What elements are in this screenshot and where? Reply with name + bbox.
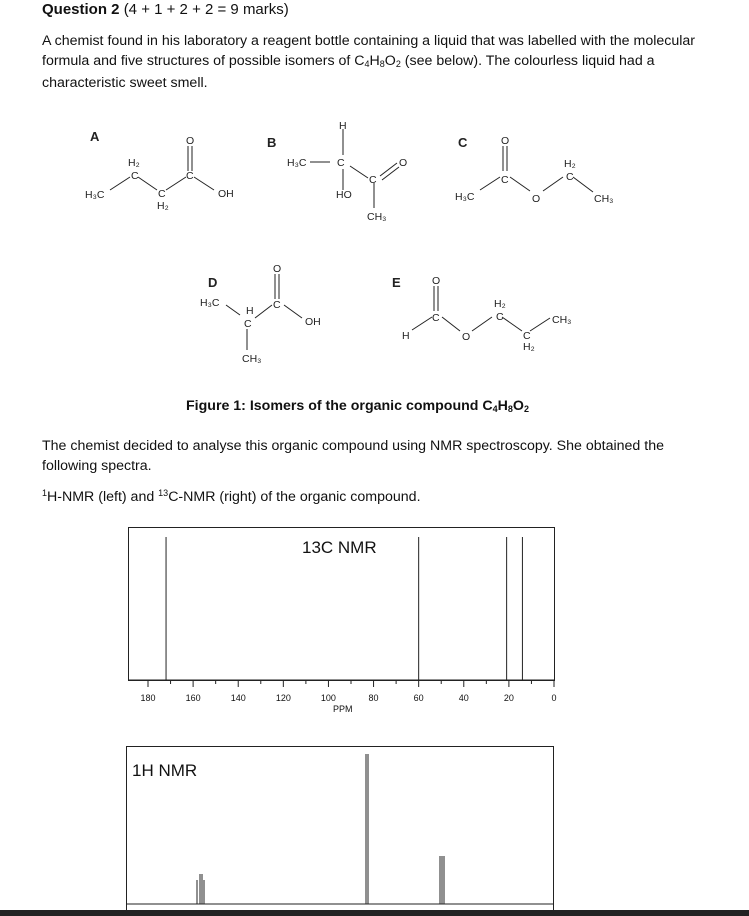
atom-oh: OH (305, 316, 321, 328)
label-D: D (208, 275, 218, 290)
c13-nmr-spectrum (128, 527, 558, 727)
h1-peaks (197, 754, 444, 904)
atom-c: C (186, 170, 194, 182)
atom-h2: H₂ (564, 158, 576, 170)
atom-o: O (186, 135, 195, 147)
atom-h: H (402, 330, 410, 342)
intro-text: O (384, 52, 396, 69)
tick-label: 140 (230, 693, 246, 703)
spectra-heading (42, 488, 421, 505)
h1-nmr-spectrum (126, 746, 556, 910)
atom-c: C (273, 299, 281, 311)
atom-h2: H₂ (523, 341, 535, 353)
atom-o: O (399, 157, 408, 169)
tick-label: 160 (185, 693, 201, 703)
atom-h3c: H₃C (287, 157, 307, 169)
atom-h2: H₂ (157, 200, 169, 212)
tick-label: 80 (368, 693, 379, 703)
axis-label: PPM (333, 704, 353, 714)
atom-ho: HO (336, 189, 352, 201)
atom-ch3: CH₃ (552, 314, 572, 326)
atom-o: O (273, 263, 282, 275)
intro-text: (see below). The colourless liquid had a characteristic sweet smell. (42, 52, 655, 91)
caption-sub: 4 (492, 404, 498, 414)
question-title: Question 2 (42, 1, 120, 18)
question-heading (42, 1, 289, 18)
atom-oh: OH (218, 188, 234, 200)
label-A: A (90, 129, 100, 144)
intro-sub: 2 (395, 58, 401, 69)
label-E: E (392, 275, 401, 290)
label-C: C (458, 135, 468, 150)
sup-text: 13 (158, 488, 169, 498)
atom-c: C (496, 311, 504, 323)
atom-c: C (501, 174, 509, 186)
question-marks: (4 + 1 + 2 + 2 = 9 marks) (123, 1, 289, 18)
atom-o: O (462, 331, 471, 343)
atom-o: O (532, 193, 541, 205)
tick-label: 180 (140, 693, 156, 703)
intro-text: H (369, 52, 380, 69)
caption-sub: 2 (523, 404, 529, 414)
atom-o: O (432, 275, 441, 287)
atom-h: H (339, 120, 347, 132)
atom-o: O (501, 135, 510, 147)
atom-h: H (246, 305, 254, 317)
atom-h3c: H₃C (85, 189, 105, 201)
atom-h3c: H₃C (455, 191, 475, 203)
atom-ch3: CH₃ (594, 193, 614, 205)
atom-h3c: H₃C (200, 297, 220, 309)
sup-text: 1 (42, 488, 48, 498)
c13-title: 13C NMR (302, 538, 377, 557)
spectra-text: C-NMR (right) of the organic compound. (168, 489, 421, 505)
analysis-paragraph: The chemist decided to analyse this organic compound using NMR spectroscopy. She obtained the following spectra. (42, 438, 664, 474)
atom-c: C (244, 318, 252, 330)
caption-sub: 8 (507, 404, 513, 414)
c13-axis-ticks (140, 680, 556, 703)
h1-title: 1H NMR (132, 761, 198, 780)
atom-c: C (432, 312, 440, 324)
tick-label: 0 (551, 693, 557, 703)
atom-c: C (158, 188, 166, 200)
tick-label: 100 (320, 693, 336, 703)
atom-h2: H₂ (128, 157, 140, 169)
page-bottom-bar (0, 910, 749, 916)
figure-caption (186, 398, 529, 414)
atom-c: C (337, 157, 345, 169)
intro-sub: 4 (364, 58, 370, 69)
atom-c: C (523, 330, 531, 342)
intro-sub: 8 (379, 58, 385, 69)
caption-text: H (497, 398, 508, 414)
atom-h2: H₂ (494, 298, 506, 310)
caption-text: O (512, 398, 524, 414)
intro-text: A chemist found in his laboratory a reagent bottle containing a liquid that was labelled with the molecular formula and five structures of possible isomers of C (42, 33, 696, 69)
tick-label: 40 (458, 693, 469, 703)
label-B: B (267, 135, 277, 150)
tick-label: 60 (413, 693, 424, 703)
atom-c: C (566, 171, 574, 183)
atom-ch3: CH₃ (242, 353, 262, 365)
intro-paragraph (42, 32, 702, 94)
atom-ch3: CH₃ (367, 211, 387, 223)
tick-label: 20 (503, 693, 514, 703)
tick-label: 120 (275, 693, 291, 703)
isomer-structures (0, 110, 749, 395)
atom-c: C (131, 170, 139, 182)
c13-peaks (166, 537, 522, 680)
spectra-text: H-NMR (left) and (47, 489, 159, 505)
caption-text: Figure 1: Isomers of the organic compound C (186, 398, 493, 414)
atom-c: C (369, 174, 377, 186)
